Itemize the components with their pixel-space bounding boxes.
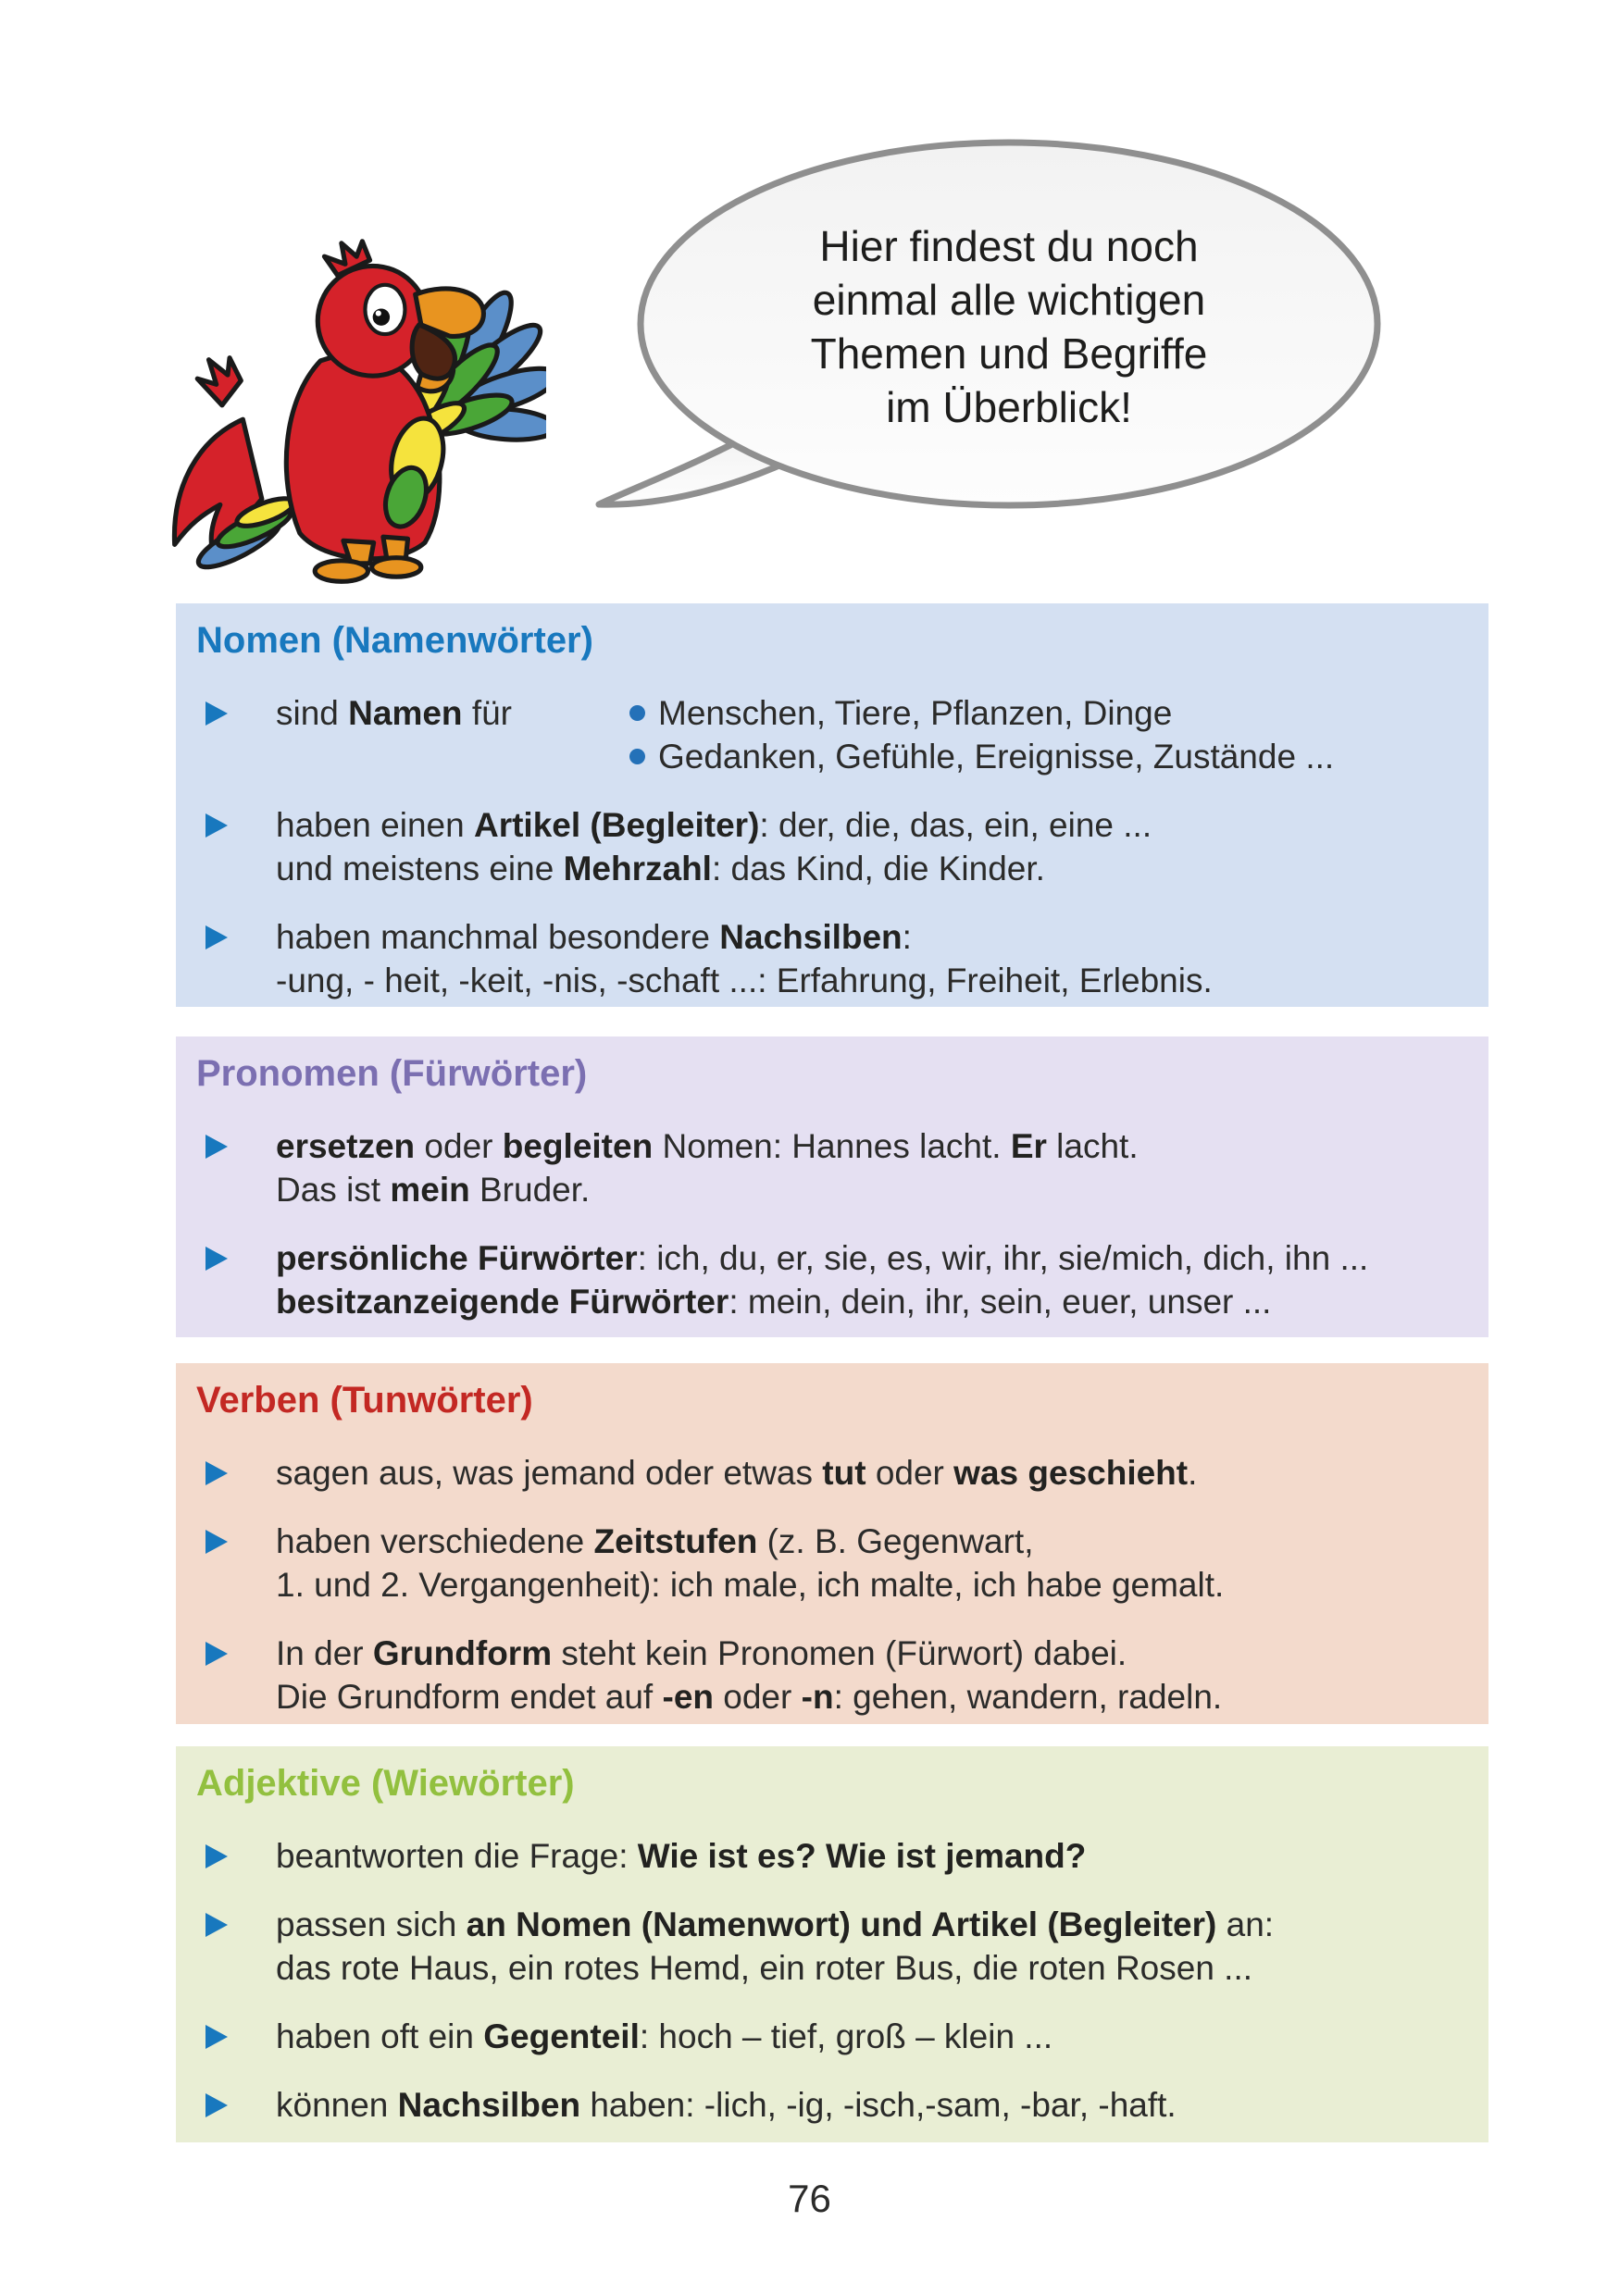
section-adjektive	[176, 1746, 1488, 2142]
bullet-item	[196, 803, 1455, 890]
bullet-arrow-icon	[205, 813, 250, 838]
bullet-item	[196, 1834, 1455, 1878]
bullet-item	[196, 1520, 1455, 1607]
bullet-arrow-icon	[205, 1913, 250, 1937]
page-number: 76	[788, 2177, 831, 2220]
dot-list	[629, 691, 1455, 778]
bullet-arrow-icon	[205, 1247, 250, 1271]
bullet-arrow-icon	[205, 701, 250, 726]
bullet-text	[276, 1124, 1455, 1211]
bullet-line: persönliche Fürwörter: ich, du, er, sie, es, wir, ihr, sie/mich, dich, ihn ...	[276, 1239, 1369, 1277]
bullet-item	[196, 2015, 1455, 2058]
bullet-line: haben oft ein Gegenteil: hoch – tief, groß – klein ...	[276, 2017, 1053, 2055]
bullet-text	[276, 1834, 1455, 1878]
bullet-item	[196, 1236, 1455, 1323]
bullet-item	[196, 691, 1455, 778]
speech-line: einmal alle wichtigen	[812, 275, 1206, 324]
speech-line: Themen und Begriffe	[810, 329, 1208, 378]
bullet-arrow-icon	[205, 1461, 250, 1485]
bullet-text	[276, 2083, 1455, 2127]
bullet-line: 1. und 2. Vergangenheit): ich male, ich malte, ich habe gemalt.	[276, 1566, 1225, 1604]
dot-item	[629, 691, 1455, 735]
parrot-illustration	[148, 230, 546, 590]
section-nomen-title: Nomen (Namenwörter)	[196, 620, 593, 661]
section-verben	[176, 1363, 1488, 1724]
speech-line: Hier findest du noch	[819, 221, 1199, 270]
bullet-line: Die Grundform endet auf -en oder -n: gehen, wandern, radeln.	[276, 1678, 1223, 1716]
bullet-text	[276, 1903, 1455, 1990]
bullet-text	[276, 691, 1455, 778]
dot-bullet-icon	[629, 705, 645, 721]
bullet-line: haben manchmal besondere Nachsilben:	[276, 918, 912, 956]
bullet-line: -ung, - heit, -keit, -nis, -schaft ...: Erfahrung, Freiheit, Erlebnis.	[276, 962, 1213, 999]
bullet-line: Das ist mein Bruder.	[276, 1171, 591, 1209]
section-verben-title: Verben (Tunwörter)	[196, 1380, 533, 1421]
bullet-arrow-icon	[205, 1642, 250, 1666]
bullet-text	[276, 1236, 1455, 1323]
bullet-item	[196, 1632, 1455, 1719]
bullet-arrow-icon	[205, 1530, 250, 1554]
bullet-text	[276, 2015, 1455, 2058]
bullet-arrow-icon	[205, 925, 250, 949]
speech-line: im Überblick!	[886, 382, 1132, 431]
bullet-line: können Nachsilben haben: -lich, -ig, -isch,-sam, -bar, -haft.	[276, 2086, 1177, 2124]
bullet-arrow-icon	[205, 2025, 250, 2049]
bullet-item	[196, 1451, 1455, 1495]
bullet-line: haben verschiedene Zeitstufen (z. B. Gegenwart,	[276, 1522, 1034, 1560]
bullet-arrow-icon	[205, 1135, 250, 1159]
section-pronomen-title: Pronomen (Fürwörter)	[196, 1053, 588, 1094]
bullet-text	[276, 1520, 1455, 1607]
bullet-text	[276, 1451, 1455, 1495]
bullet-line: ersetzen oder begleiten Nomen: Hannes lacht. Er lacht.	[276, 1127, 1139, 1165]
bullet-line: sagen aus, was jemand oder etwas tut oder was geschieht.	[276, 1454, 1198, 1492]
dot-text: Gedanken, Gefühle, Ereignisse, Zustände ...	[658, 738, 1335, 776]
dot-bullet-icon	[629, 749, 645, 764]
dot-text: Menschen, Tiere, Pflanzen, Dinge	[658, 694, 1173, 732]
bullet-item	[196, 915, 1455, 1002]
dot-item	[629, 735, 1455, 778]
bullet-arrow-icon	[205, 1844, 250, 1868]
section-nomen	[176, 603, 1488, 1007]
bullet-line: passen sich an Nomen (Namenwort) und Artikel (Begleiter) an:	[276, 1905, 1275, 1943]
bullet-text	[276, 1632, 1455, 1719]
bullet-line: haben einen Artikel (Begleiter): der, die, das, ein, eine ...	[276, 806, 1152, 844]
section-adjektive-title: Adjektive (Wiewörter)	[196, 1763, 575, 1804]
bullet-item	[196, 2083, 1455, 2127]
bullet-item	[196, 1903, 1455, 1990]
bullet-line: das rote Haus, ein rotes Hemd, ein roter Bus, die roten Rosen ...	[276, 1949, 1253, 1987]
speech-bubble	[588, 134, 1402, 541]
bullet-line: besitzanzeigende Fürwörter: mein, dein, ihr, sein, euer, unser ...	[276, 1283, 1272, 1321]
speech-bubble-text	[671, 134, 1347, 518]
bullet-line: beantworten die Frage: Wie ist es? Wie ist jemand?	[276, 1837, 1087, 1875]
bullet-line: sind Namen für	[276, 694, 513, 732]
bullet-text	[276, 803, 1455, 890]
bullet-line: und meistens eine Mehrzahl: das Kind, die Kinder.	[276, 850, 1045, 887]
bullet-text	[276, 915, 1455, 1002]
section-pronomen	[176, 1036, 1488, 1337]
bullet-arrow-icon	[205, 2093, 250, 2117]
bullet-item	[196, 1124, 1455, 1211]
bullet-line: In der Grundform steht kein Pronomen (Fürwort) dabei.	[276, 1634, 1127, 1672]
